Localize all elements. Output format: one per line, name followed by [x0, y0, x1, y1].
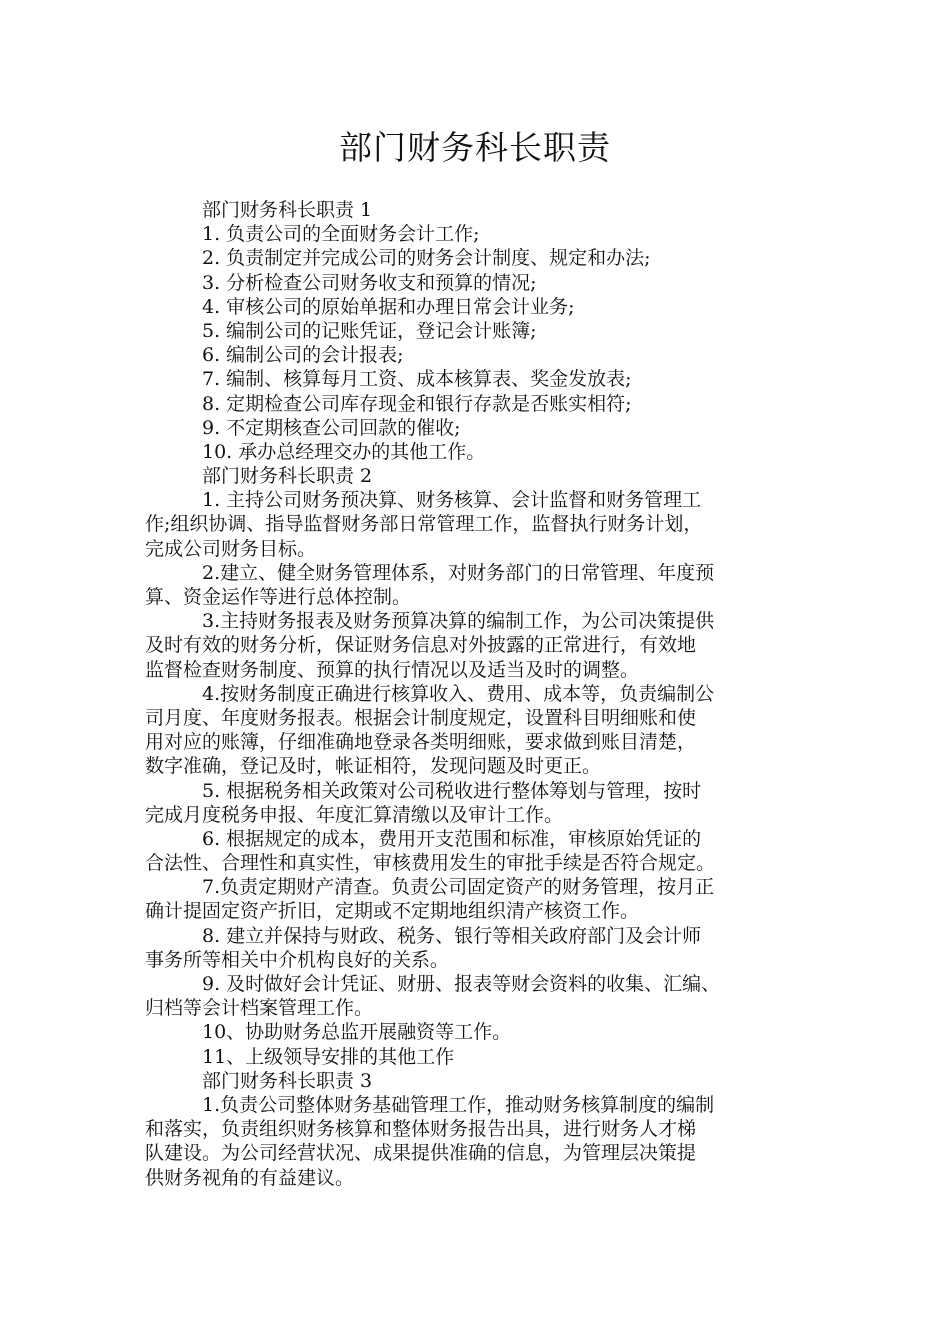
list-item: 4. 审核公司的原始单据和办理日常会计业务; [202, 295, 575, 318]
list-item: 10. 承办总经理交办的其他工作。 [202, 440, 486, 463]
list-item: 9. 不定期核查公司回款的催收; [202, 416, 461, 439]
section-heading-1: 部门财务科长职责 1 [202, 199, 373, 221]
paragraph-line: 4.按财务制度正确进行核算收入、费用、成本等，负责编制公 [202, 682, 715, 705]
paragraph [145, 609, 815, 682]
paragraph-line: 9. 及时做好会计凭证、财册、报表等财会资料的收集、汇编、 [202, 973, 721, 995]
list-item: 1. 负责公司的全面财务会计工作; [202, 223, 480, 246]
paragraph-line: 事务所等相关中介机构良好的关系。 [145, 948, 450, 971]
paragraph [145, 827, 815, 875]
list-item: 7. 编制、核算每月工资、成本核算表、奖金发放表; [202, 368, 632, 391]
document-body [145, 198, 815, 1190]
paragraph-line: 10、协助财务总监开展融资等工作。 [202, 1021, 512, 1044]
paragraph-line: 及时有效的财务分析，保证财务信息对外披露的正常进行，有效地 [145, 634, 697, 657]
paragraph-line: 和落实，负责组织财务核算和整体财务报告出具，进行财务人才梯 [145, 1118, 697, 1141]
paragraph-line: 11、上级领导安排的其他工作 [202, 1045, 455, 1068]
list-item: 3. 分析检查公司财务收支和预算的情况; [202, 271, 537, 294]
paragraph-line: 1. 主持公司财务预决算、财务核算、会计监督和财务管理工 [202, 489, 702, 512]
paragraph-line: 5. 根据税务相关政策对公司税收进行整体筹划与管理，按时 [202, 779, 702, 802]
paragraph-line: 完成公司财务目标。 [145, 537, 317, 560]
paragraph-line: 1.负责公司整体财务基础管理工作，推动财务核算制度的编制 [202, 1093, 715, 1116]
paragraph-line: 供财务视角的有益建议。 [145, 1166, 355, 1189]
paragraph [145, 682, 815, 779]
paragraph [145, 1045, 815, 1069]
paragraph-line: 归档等会计档案管理工作。 [145, 997, 374, 1020]
paragraph [145, 1020, 815, 1044]
paragraph-line: 2.建立、健全财务管理体系，对财务部门的日常管理、年度预 [202, 561, 715, 584]
paragraph-line: 合法性、合理性和真实性，审核费用发生的审批手续是否符合规定。 [145, 852, 716, 875]
paragraph-line: 数字准确，登记及时，帐证相符，发现问题及时更正。 [145, 755, 602, 778]
list-item: 8. 定期检查公司库存现金和银行存款是否账实相符; [202, 392, 632, 415]
list-item: 2. 负责制定并完成公司的财务会计制度、规定和办法; [202, 247, 651, 270]
list-item: 5. 编制公司的记账凭证，登记会计账簿; [202, 319, 537, 342]
section-heading-2: 部门财务科长职责 2 [202, 465, 373, 488]
paragraph-line: 用对应的账簿，仔细准确地登录各类明细账，要求做到账目清楚， [145, 731, 697, 754]
paragraph-line: 8. 建立并保持与财政、税务、银行等相关政府部门及会计师 [202, 924, 702, 947]
paragraph-line: 队建设。为公司经营状况、成果提供准确的信息，为管理层决策提 [145, 1142, 697, 1165]
paragraph [145, 779, 815, 827]
section-heading-3: 部门财务科长职责 3 [202, 1069, 373, 1092]
paragraph-line: 确计提固定资产折旧，定期或不定期地组织清产核资工作。 [145, 900, 640, 923]
paragraph-line: 完成月度税务申报、年度汇算清缴以及审计工作。 [145, 803, 564, 826]
paragraph [145, 875, 815, 923]
paragraph-line: 6. 根据规定的成本，费用开支范围和标准，审核原始凭证的 [202, 827, 702, 850]
paragraph-line: 算、资金运作等进行总体控制。 [145, 586, 412, 608]
paragraph [145, 1093, 815, 1190]
paragraph-line: 监督检查财务制度、预算的执行情况以及适当及时的调整。 [145, 658, 640, 681]
paragraph-line: 7.负责定期财产清查。负责公司固定资产的财务管理，按月正 [202, 876, 715, 899]
list-item: 6. 编制公司的会计报表; [202, 344, 404, 367]
document-title: 部门财务科长职责 [339, 128, 611, 167]
paragraph [145, 924, 815, 972]
paragraph-line: 司月度、年度财务报表。根据会计制度规定，设置科目明细账和使 [145, 706, 697, 729]
paragraph-line: 3.主持财务报表及财务预算决算的编制工作，为公司决策提供 [202, 610, 715, 633]
paragraph [145, 561, 815, 609]
paragraph-line: 作;组织协调、指导监督财务部日常管理工作，监督执行财务计划， [145, 513, 703, 536]
paragraph [145, 488, 815, 561]
paragraph [145, 972, 815, 1020]
